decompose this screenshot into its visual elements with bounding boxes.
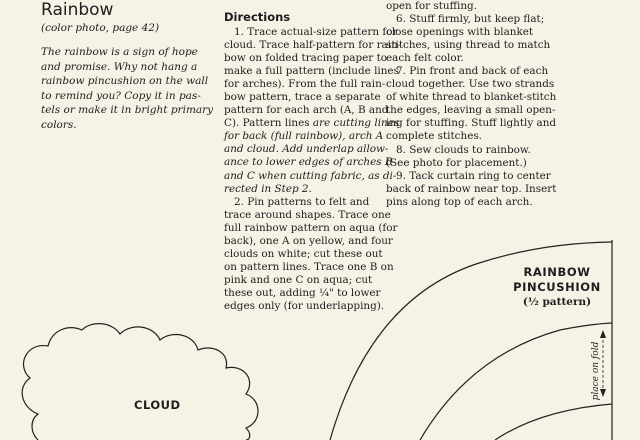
rainbow-label-line2: PINCUSHION bbox=[513, 280, 601, 294]
rainbow-label-line1: RAINBOW bbox=[523, 265, 591, 279]
text-line: bow pattern, trace a separate bbox=[224, 91, 381, 104]
text-line: The rainbow is a sign of hope bbox=[41, 46, 198, 58]
text-line: for back (full rainbow), arch A bbox=[224, 130, 384, 143]
text-line: pins along top of each arch. bbox=[386, 195, 533, 208]
text-line: back), one A on yellow, and four bbox=[224, 234, 393, 247]
text-line: clouds on white; cut these out bbox=[224, 247, 383, 260]
text-line: and cloud. Add underlap allow- bbox=[224, 143, 389, 156]
text-line: ance to lower edges of arches B bbox=[224, 156, 393, 169]
text-line: each felt color. bbox=[386, 52, 464, 65]
text-line: pink and one C on aqua; cut bbox=[224, 273, 373, 286]
text-line: cloud together. Use two strands bbox=[386, 78, 555, 91]
text-line: trace around shapes. Trace one bbox=[224, 208, 391, 221]
text-line: stitches, using thread to match bbox=[386, 39, 551, 52]
text-line: make a full pattern (include lines bbox=[224, 65, 399, 78]
text-line: close openings with blanket bbox=[386, 26, 534, 39]
text-line: 1. Trace actual-size pattern for bbox=[234, 26, 398, 38]
text-line: full rainbow pattern on aqua (for bbox=[224, 221, 398, 234]
text-line: 9. Tack curtain ring to center bbox=[396, 169, 551, 182]
text-line: 2. Pin patterns to felt and bbox=[234, 195, 370, 208]
text-line: 7. Pin front and back of each bbox=[396, 65, 549, 78]
text-line: bow on folded tracing paper to bbox=[224, 52, 388, 65]
text-line: back of rainbow near top. Insert bbox=[386, 182, 557, 195]
text-line: rainbow pincushion on the wall bbox=[41, 75, 209, 88]
rainbow-pincushion-label bbox=[502, 265, 612, 310]
cloud-label: CLOUD bbox=[134, 398, 181, 412]
text-line: these out, adding ¼" to lower bbox=[224, 286, 381, 299]
page-title: Rainbow bbox=[41, 0, 114, 20]
text-line: C). Pattern lines are cutting lines bbox=[224, 117, 400, 130]
text-line: ing for stuffing. Stuff lightly and bbox=[386, 117, 557, 130]
text-line: pattern for each arch (A, B and bbox=[224, 104, 389, 117]
text-line: of white thread to blanket-stitch bbox=[386, 91, 557, 104]
text-line: (See photo for placement.) bbox=[386, 156, 527, 169]
text-line: 8. Sew clouds to rainbow. bbox=[396, 143, 531, 156]
text-line: rected in Step 2. bbox=[224, 182, 312, 195]
text-line: and C when cutting fabric, as di- bbox=[224, 169, 397, 182]
text-line: and promise. Why not hang a bbox=[41, 60, 198, 73]
text-line: edges only (for underlapping). bbox=[224, 299, 385, 312]
directions-heading: Directions bbox=[224, 10, 291, 24]
text-line: open for stuffing. bbox=[386, 0, 477, 12]
text-line: complete stitches. bbox=[386, 130, 482, 143]
rainbow-middle-arch bbox=[420, 323, 612, 440]
color-photo-note: (color photo, page 42) bbox=[41, 22, 160, 34]
text-line: the edges, leaving a small open- bbox=[386, 104, 556, 117]
text-line: tels or make it in bright primary bbox=[41, 104, 214, 117]
text-line: cloud. Trace half-pattern for rain- bbox=[224, 39, 402, 52]
text-line: colors. bbox=[41, 118, 77, 131]
text-line: 6. Stuff firmly, but keep flat; bbox=[396, 13, 545, 26]
place-on-fold-label: place on fold bbox=[591, 341, 601, 401]
text-line: for arches). From the full rain- bbox=[224, 78, 386, 91]
rainbow-scale-label: (½ pattern) bbox=[522, 296, 592, 308]
cloud-outline bbox=[22, 324, 258, 440]
text-line: to remind you? Copy it in pas- bbox=[41, 89, 201, 102]
rainbow-inner-arch bbox=[495, 404, 612, 440]
text-line: on pattern lines. Trace one B on bbox=[224, 260, 394, 273]
